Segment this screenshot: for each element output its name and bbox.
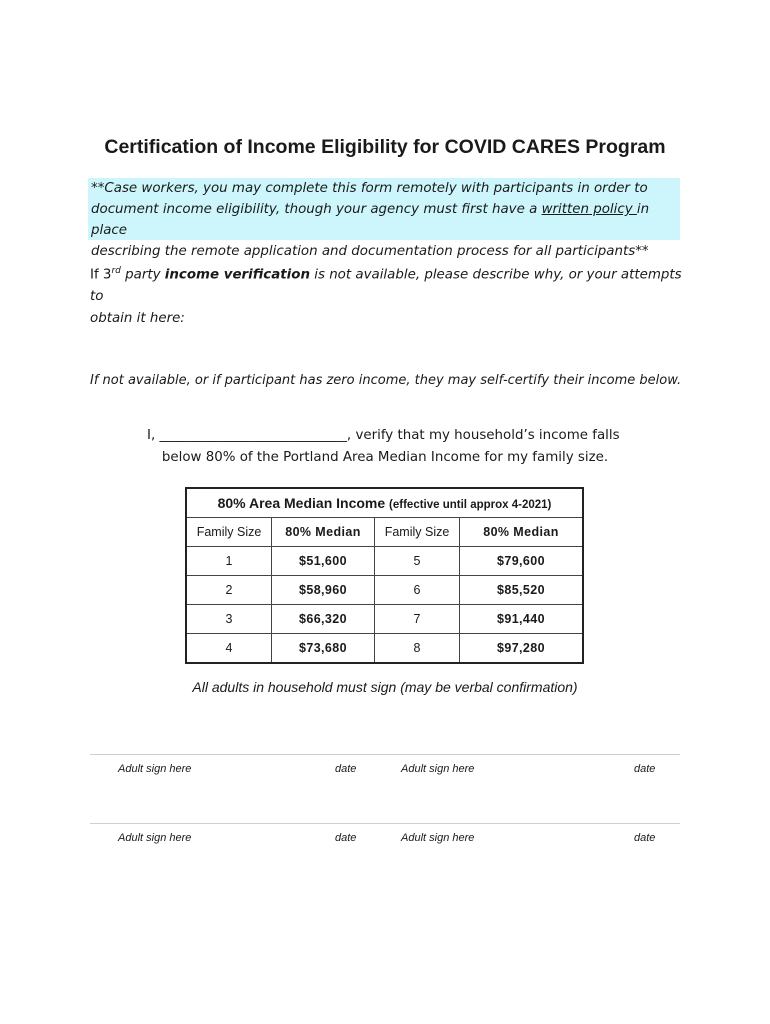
table-caption (186, 488, 583, 518)
written-policy-link: written policy (541, 202, 637, 217)
note-line-2 (91, 199, 680, 241)
ami-income-table (185, 487, 584, 664)
caption-main: 80% Area Median Income (217, 495, 390, 511)
question-party: party (120, 267, 165, 283)
adult-sign-label: Adult sign here (401, 832, 475, 844)
signature-line[interactable] (90, 823, 680, 824)
date-label: date (634, 763, 656, 775)
question-rest-1: is not available, please describe why, or your attempts to (90, 267, 682, 305)
verify-statement-line-2: below 80% of the Portland Area Median Income for my family size. (161, 450, 609, 465)
median-cell: $58,960 (272, 576, 375, 605)
caption-sub: (effective until approx 4-2021) (389, 499, 552, 511)
question-if: If 3 (90, 267, 112, 283)
median-cell: $51,600 (272, 547, 375, 576)
family-size-cell: 8 (375, 634, 460, 664)
self-certify-text: If not available, or if participant has zero income, they may self-certify their income below. (90, 373, 682, 388)
family-size-cell: 1 (186, 547, 272, 576)
signature-line[interactable] (90, 754, 680, 755)
note-line-2-post: in place (91, 202, 650, 238)
header-family-size: Family Size (186, 518, 272, 547)
family-size-cell: 2 (186, 576, 272, 605)
header-80-median: 80% Median (460, 518, 584, 547)
family-size-cell: 6 (375, 576, 460, 605)
header-80-median: 80% Median (272, 518, 375, 547)
table-row (186, 547, 583, 576)
family-size-cell: 4 (186, 634, 272, 664)
verify-statement-line-1: I, ____________________________, verify that my household’s income falls (147, 428, 620, 443)
date-label: date (335, 763, 357, 775)
family-size-cell: 5 (375, 547, 460, 576)
median-cell: $85,520 (460, 576, 584, 605)
verification-question (90, 260, 690, 330)
table-header-row (186, 518, 583, 547)
median-cell: $79,600 (460, 547, 584, 576)
all-adults-sign-note: All adults in household must sign (may be verbal confirmation) (192, 679, 578, 695)
table-row (186, 605, 583, 634)
median-cell: $73,680 (272, 634, 375, 664)
family-size-cell: 7 (375, 605, 460, 634)
note-line-1: **Case workers, you may complete this form remotely with participants in order to (91, 181, 648, 196)
table-row (186, 576, 583, 605)
question-sup: rd (111, 266, 121, 276)
caseworker-note (88, 178, 680, 259)
question-rest-2: obtain it here: (90, 311, 185, 327)
page-title: Certification of Income Eligibility for COVID CARES Program (104, 136, 666, 158)
question-bold: income verification (164, 267, 310, 283)
note-line-3: describing the remote application and documentation process for all participants** (91, 244, 649, 259)
median-cell: $97,280 (460, 634, 584, 664)
adult-sign-label: Adult sign here (118, 763, 192, 775)
note-line-2-pre: document income eligibility, though your agency must first have a (91, 202, 542, 217)
adult-sign-label: Adult sign here (401, 763, 475, 775)
median-cell: $66,320 (272, 605, 375, 634)
family-size-cell: 3 (186, 605, 272, 634)
date-label: date (634, 832, 656, 844)
adult-sign-label: Adult sign here (118, 832, 192, 844)
date-label: date (335, 832, 357, 844)
median-cell: $91,440 (460, 605, 584, 634)
header-family-size: Family Size (375, 518, 460, 547)
table-row (186, 634, 583, 664)
